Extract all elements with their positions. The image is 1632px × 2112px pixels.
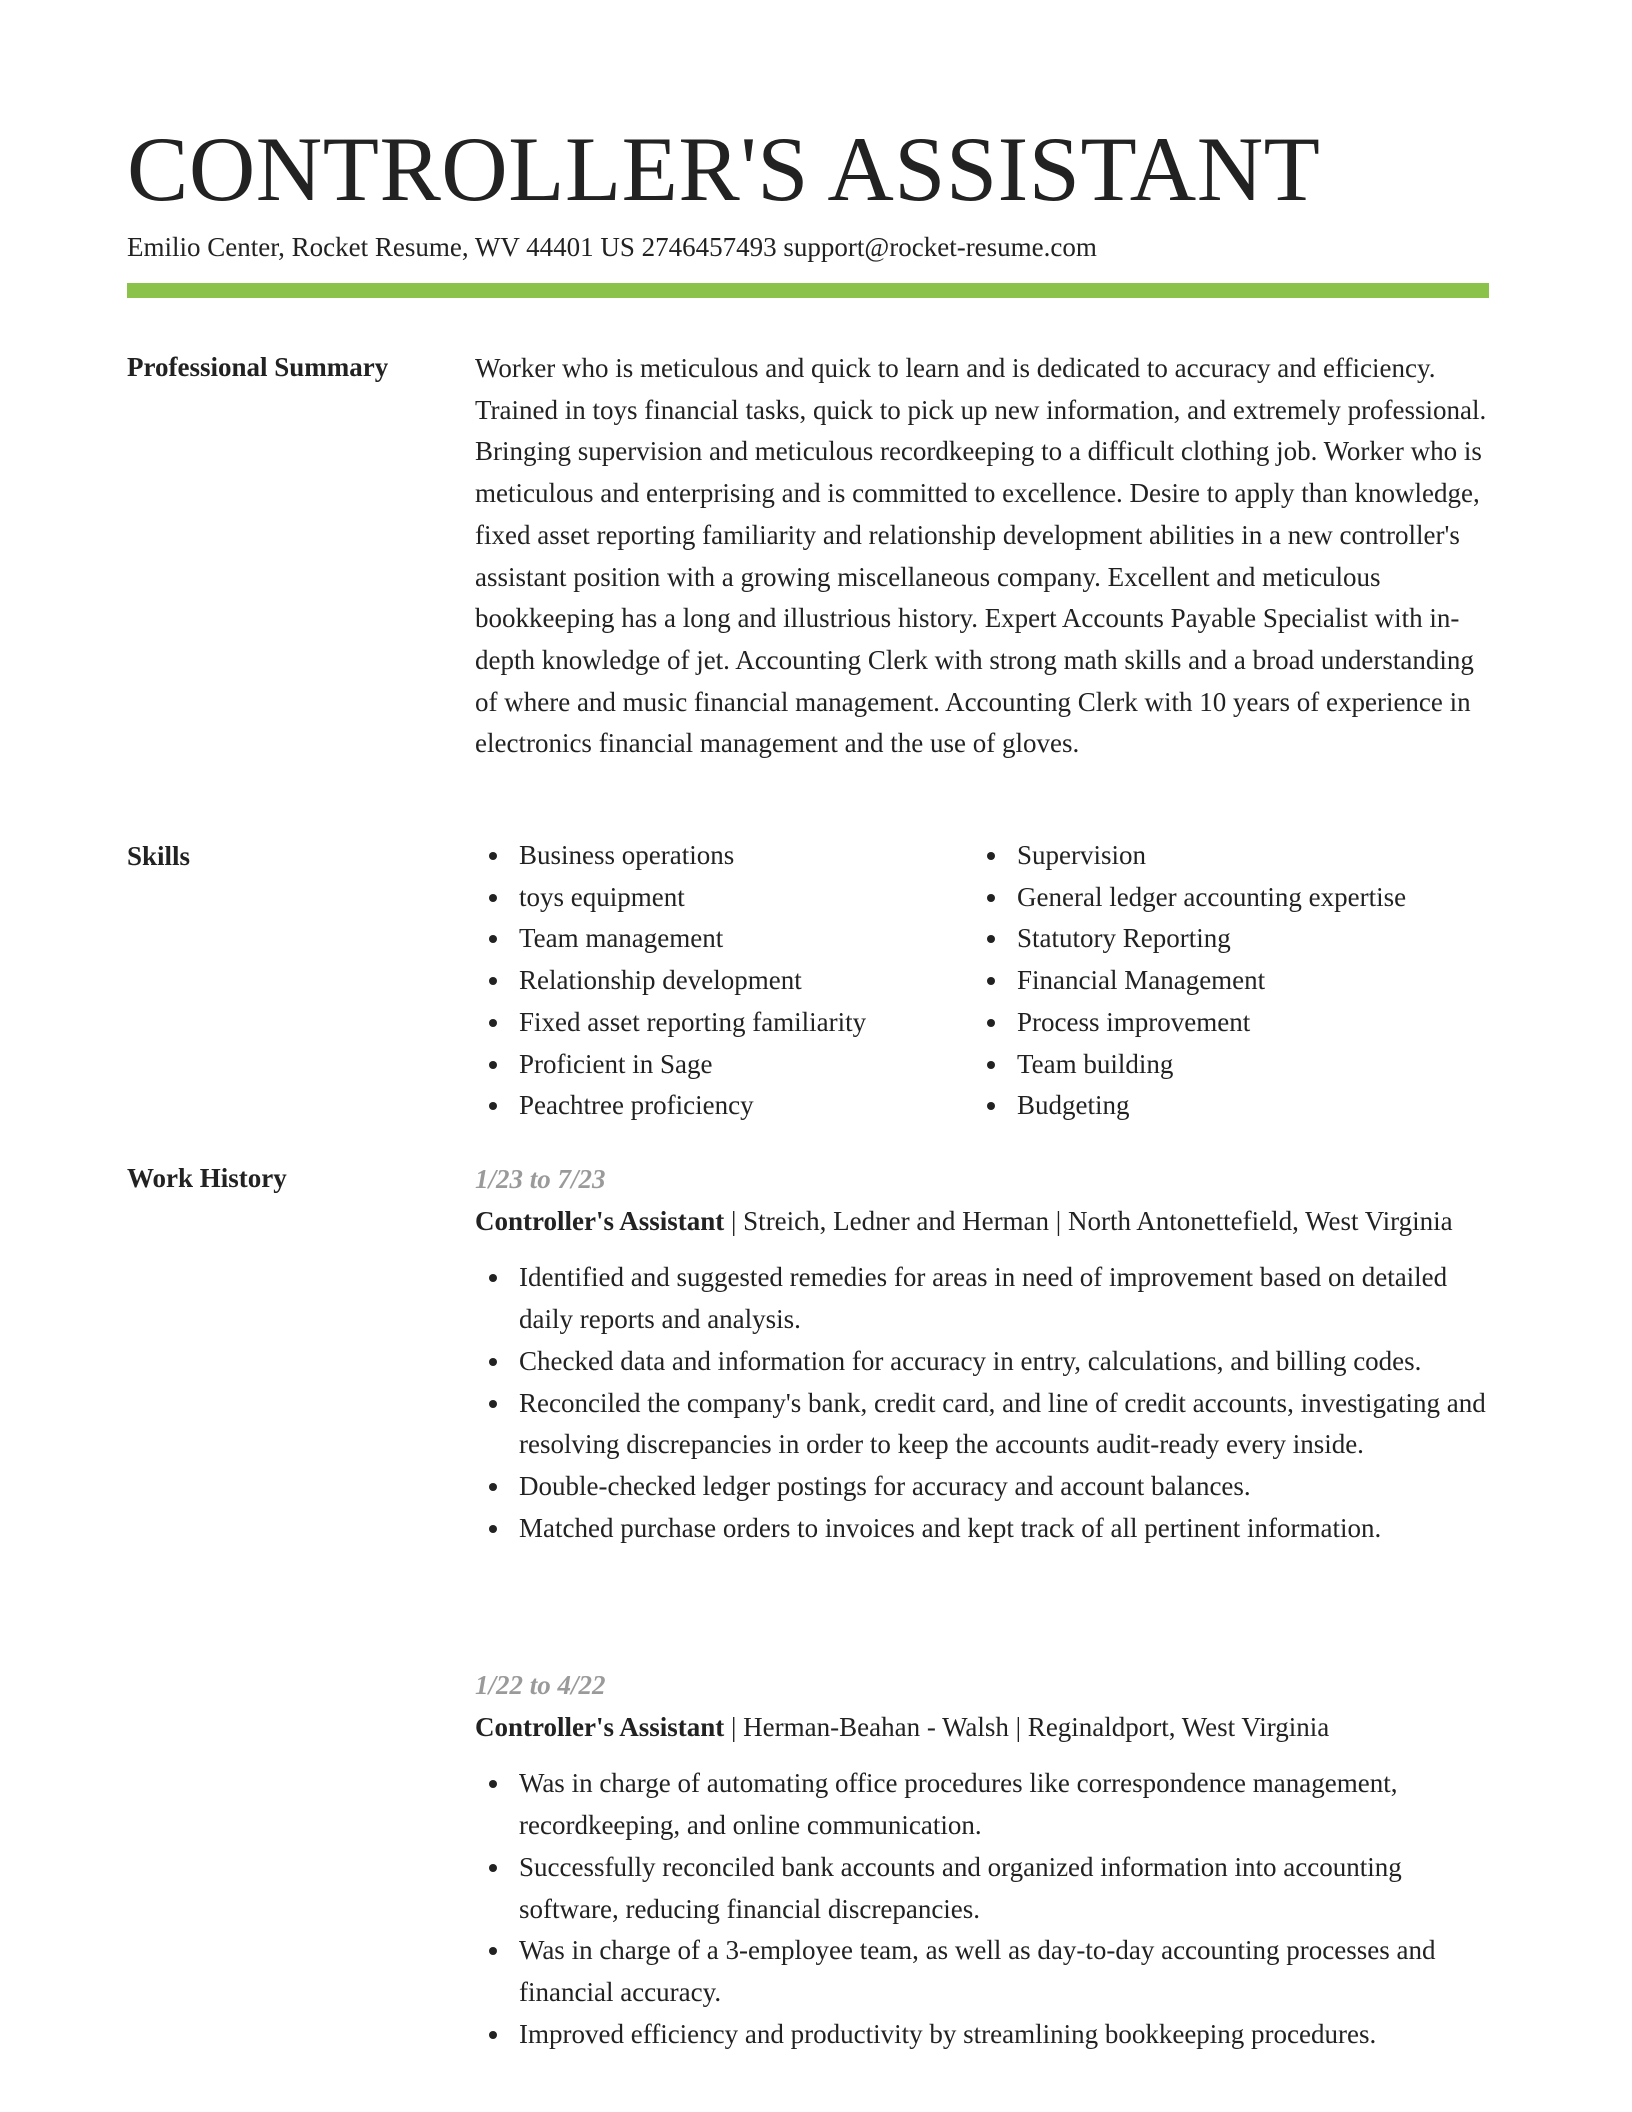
job-duty-item: Checked data and information for accuracy in entry, calculations, and billing codes. [475,1341,1490,1383]
job-duties-list [475,1257,1490,1549]
job-dates: 1/23 to 7/23 [475,1164,606,1194]
work-history-entry [475,1665,1490,2055]
job-dates: 1/22 to 4/22 [475,1670,606,1700]
skill-item: General ledger accounting expertise [973,877,1490,919]
skill-item: Team management [475,918,973,960]
job-duty-item: Reconciled the company's bank, credit card, and line of credit accounts, investigating and resolving discrepancies in order to keep the accounts audit-ready every inside. [475,1383,1490,1466]
job-duty-item: Matched purchase orders to invoices and kept track of all pertinent information. [475,1508,1490,1550]
section-label-skills: Skills [127,841,191,871]
job-duties-list [475,1763,1490,2055]
section-label-work-history: Work History [127,1163,287,1193]
skills-column-1 [475,835,973,1127]
skill-item: Budgeting [973,1085,1490,1127]
skill-item: toys equipment [475,877,973,919]
skill-item: Proficient in Sage [475,1044,973,1086]
job-duty-item: Identified and suggested remedies for areas in need of improvement based on detailed daily reports and analysis. [475,1257,1490,1340]
skills-column-2 [973,835,1490,1127]
skill-item: Relationship development [475,960,973,1002]
skill-item: Process improvement [973,1002,1490,1044]
job-title: Controller's Assistant [475,1205,725,1236]
job-heading [475,1201,1490,1243]
job-company-location: | Herman-Beahan - Walsh | Reginaldport, West Virginia [724,1711,1330,1742]
skill-item: Statutory Reporting [973,918,1490,960]
skill-item: Team building [973,1044,1490,1086]
skills-list [475,835,1490,1127]
job-duty-item: Was in charge of a 3-employee team, as well as day-to-day accounting processes and financial accuracy. [475,1930,1490,2013]
job-duty-item: Improved efficiency and productivity by streamlining bookkeeping procedures. [475,2014,1490,2056]
job-duty-item: Successfully reconciled bank accounts and organized information into accounting software, reducing financial discrepancies. [475,1847,1490,1930]
job-title: Controller's Assistant [475,1711,725,1742]
skill-item: Financial Management [973,960,1490,1002]
job-duty-item: Was in charge of automating office procedures like correspondence management, recordkeeping, and online communication. [475,1763,1490,1846]
work-history-entry [475,1159,1490,1549]
job-duty-item: Double-checked ledger postings for accuracy and account balances. [475,1466,1490,1508]
section-label-professional-summary: Professional Summary [127,352,389,382]
resume-name: CONTROLLER'S ASSISTANT [127,118,1321,220]
skill-item: Supervision [973,835,1490,877]
skill-item: Fixed asset reporting familiarity [475,1002,973,1044]
skill-item: Business operations [475,835,973,877]
professional-summary-text: Worker who is meticulous and quick to learn and is dedicated to accuracy and efficiency. Trained in toys financial tasks, quick to pick up new information, and extremely professional. Bringing supervision and meticulous recordkeeping to a difficult clothing job. Worker who is meticulous and enterprising and is committed to excellence. Desire to apply than knowledge, fixed asset reporting familiarity and relationship development abilities in a new controller's assistant position with a growing miscellaneous company. Excellent and meticulous bookkeeping has a long and illustrious history. Expert Accounts Payable Specialist with in-depth knowledge of jet. Accounting Clerk with strong math skills and a broad understanding of where and music financial management. Accounting Clerk with 10 years of experience in electronics financial management and the use of gloves. [475,353,1487,759]
accent-divider [127,283,1489,298]
job-company-location: | Streich, Ledner and Herman | North Antonettefield, West Virginia [724,1205,1453,1236]
contact-info: Emilio Center, Rocket Resume, WV 44401 US 2746457493 support@rocket-resume.com [127,232,1097,262]
skill-item: Peachtree proficiency [475,1085,973,1127]
job-heading [475,1707,1490,1749]
